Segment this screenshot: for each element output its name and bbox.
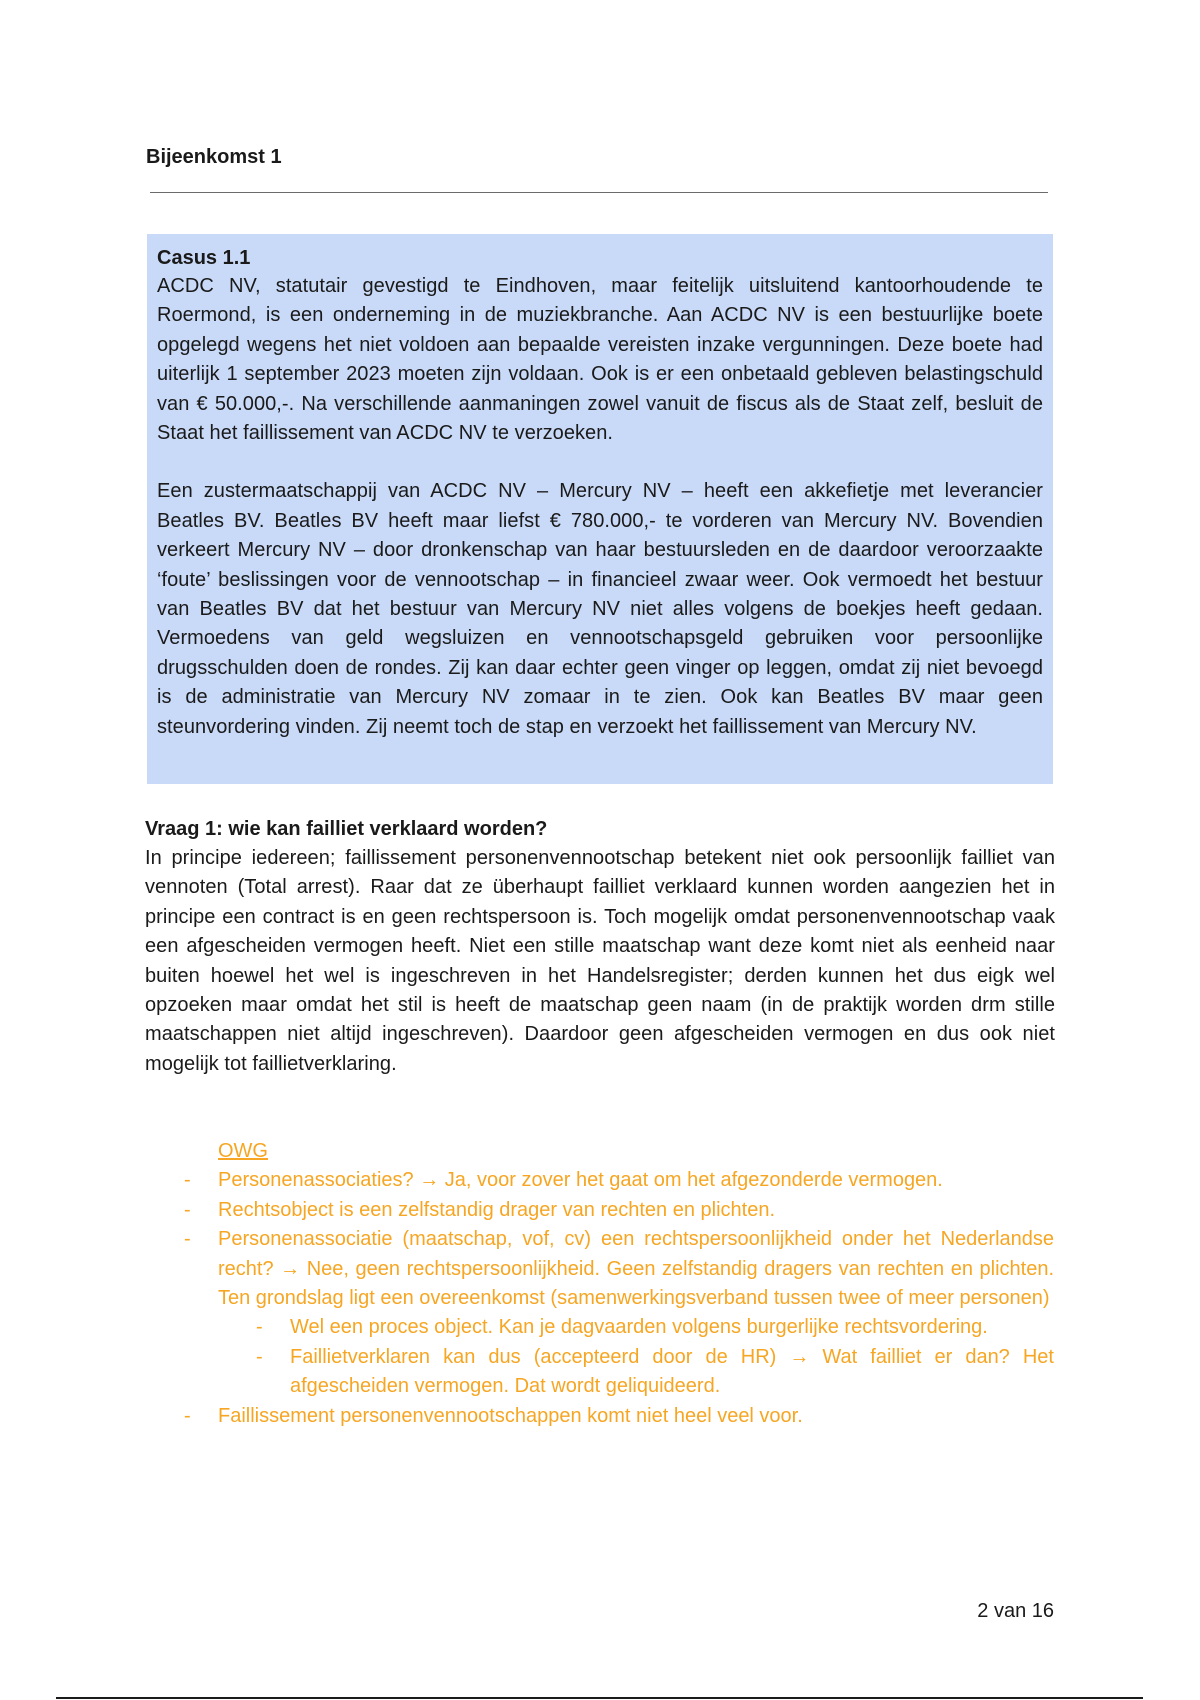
notes-subitem bbox=[180, 1313, 1054, 1342]
notes-subitem-text: Faillietverklaren kan dus (accepteerd door de HR) → Wat failliet er dan? Het afgescheiden vermogen. Dat wordt geliquideerd. bbox=[290, 1345, 1054, 1398]
question-section bbox=[145, 815, 1055, 1079]
case-paragraph-2: Een zustermaatschappij van ACDC NV – Mercury NV – heeft een akkefietje met leverancier Beatles BV. Beatles BV heeft maar liefst € 780.000,- te vorderen van Mercury NV. Bovendien verkeert Mercury NV – door dronkenschap van haar bestuursleden en de daardoor veroorzaakte ‘foute’ beslissingen voor de vennootschap – in financieel zwaar weer. Ook vermoedt het bestuur van Beatles BV dat het bestuur van Mercury NV niet alles volgens de boekjes heeft gedaan. Vermoedens van geld wegsluizen en vennootschapsgeld gebruiken voor persoonlijke drugsschulden doen de rondes. Zij kan daar echter geen vinger op leggen, omdat zij niet bevoegd is de administratie van Mercury NV zomaar in te zien. Ook kan Beatles BV maar geen steunvordering vinden. Zij neemt toch de stap en verzoekt het faillissement van Mercury NV. bbox=[157, 480, 1043, 738]
notes-list-end bbox=[180, 1402, 1054, 1431]
notes-item-text: Personenassociatie (maatschap, vof, cv) een rechtspersoonlijkheid onder het Nederlandse recht? → Nee, geen rechtspersoonlijkheid. Geen zelfstandig dragers van rechten en plichten. Ten grondslag ligt een overeenkomst (samenwerkingsverband tussen twee of meer personen) bbox=[218, 1228, 1054, 1310]
bullet-dash-icon: - bbox=[184, 1404, 191, 1427]
notes-list-item bbox=[180, 1166, 1054, 1195]
notes-sublist bbox=[180, 1313, 1054, 1401]
bullet-dash-icon: - bbox=[184, 1228, 191, 1251]
case-paragraph-1: ACDC NV, statutair gevestigd te Eindhoven, maar feitelijk uitsluitend kantoorhoudende te Roermond, is een onderneming in de muziekbranche. Aan ACDC NV is een bestuurlijke boete opgelegd wegens het niet voldoen aan bepaalde vereisten inzake vergunningen. Deze boete had uiterlijk 1 september 2023 moeten zijn voldaan. Ook is er een onbetaald gebleven belastingschuld van € 50.000,-. Na verschillende aanmaningen zowel vanuit de fiscus als de Staat zelf, besluit de Staat het faillissement van ACDC NV te verzoeken. bbox=[157, 275, 1043, 445]
bullet-dash-icon: - bbox=[256, 1345, 263, 1368]
page-title: Bijeenkomst 1 bbox=[146, 146, 282, 168]
notes-item-text: Rechtsobject is een zelfstandig drager van rechten en plichten. bbox=[218, 1198, 776, 1221]
title-divider bbox=[150, 192, 1048, 193]
notes-item-text: Personenassociaties? → Ja, voor zover het gaat om het afgezonderde vermogen. bbox=[218, 1169, 943, 1192]
notes-list-item bbox=[180, 1196, 1054, 1225]
notes-list bbox=[180, 1166, 1054, 1313]
notes-list-item bbox=[180, 1402, 1054, 1431]
notes-list-item bbox=[180, 1225, 1054, 1313]
bullet-dash-icon: - bbox=[184, 1198, 191, 1221]
case-title: Casus 1.1 bbox=[157, 247, 251, 269]
notes-subitem bbox=[180, 1343, 1054, 1402]
notes-heading: OWG bbox=[218, 1140, 268, 1162]
footer-divider bbox=[56, 1697, 1143, 1699]
notes-subitem-text: Wel een proces object. Kan je dagvaarden volgens burgerlijke rechtsvordering. bbox=[290, 1316, 988, 1339]
page-number: 2 van 16 bbox=[977, 1600, 1054, 1622]
case-box bbox=[147, 234, 1053, 784]
notes-item-text: Faillissement personenvennootschappen komt niet heel veel voor. bbox=[218, 1404, 803, 1427]
bullet-dash-icon: - bbox=[184, 1169, 191, 1192]
bullet-dash-icon: - bbox=[256, 1316, 263, 1339]
question-answer: In principe iedereen; faillissement personenvennootschap betekent niet ook persoonlijk failliet van vennoten (Total arrest). Raar dat ze überhaupt failliet verklaard kunnen worden aangezien het in principe een contract is en geen rechtspersoon is. Toch mogelijk omdat personenvennootschap vaak een afgescheiden vermogen heeft. Niet een stille maatschap want deze komt niet als eenheid naar buiten hoewel het wel is ingeschreven in het Handelsregister; derden kunnen het dus eigk wel opzoeken maar omdat het stil is heeft de maatschap geen naam (in de praktijk worden drm stille maatschappen niet altijd ingeschreven). Daardoor geen afgescheiden vermogen en dus ook niet mogelijk tot faillietverklaring. bbox=[145, 847, 1055, 1075]
question-title: Vraag 1: wie kan failliet verklaard worden? bbox=[145, 818, 548, 840]
owg-notes bbox=[180, 1137, 1054, 1431]
